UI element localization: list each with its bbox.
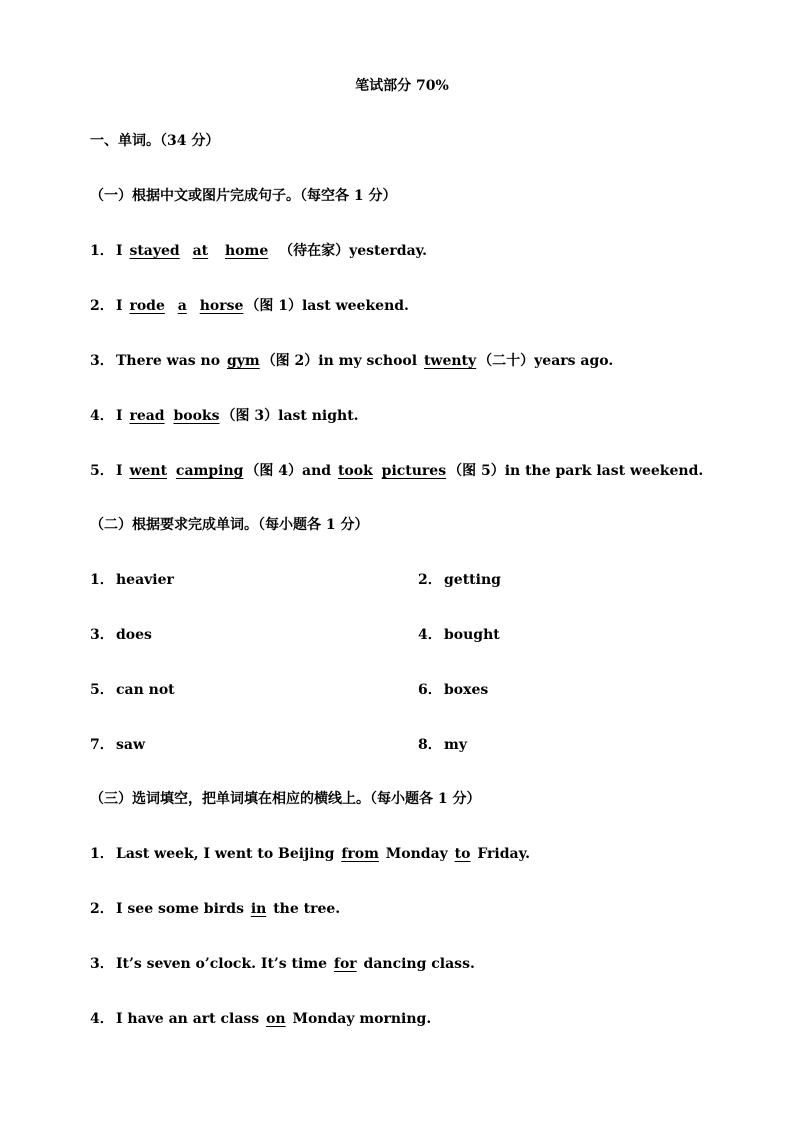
answer-blank: camping: [175, 463, 244, 479]
part1-item-3: [90, 351, 613, 371]
item-text: I: [116, 408, 128, 424]
item-text: Friday.: [472, 846, 530, 862]
answer-blank: from: [341, 846, 379, 862]
item-number: 6．: [418, 682, 442, 698]
answer-blank: stayed: [129, 243, 180, 259]
item-number: 2．: [90, 298, 114, 314]
item-text: （图 4）and: [245, 463, 336, 479]
item-text: I have an art class: [116, 1011, 265, 1027]
answer-blank: horse: [199, 298, 244, 314]
part3-item-4: [90, 1009, 431, 1029]
answer-blank: read: [129, 408, 165, 424]
item-text: （图 1）last weekend.: [245, 298, 409, 314]
part1-item-5: [90, 461, 703, 481]
part1-item-4: [90, 406, 359, 426]
part1-item-1: [90, 241, 427, 261]
answer-blank: in: [250, 901, 267, 917]
item-text: Last week, I went to Beijing: [116, 846, 340, 862]
part2-item-3: [90, 625, 152, 645]
item-number: 4．: [90, 408, 114, 424]
item-number: 3．: [90, 627, 114, 643]
item-text: （图 2）in my school: [261, 353, 422, 369]
part1-heading: （一）根据中文或图片完成句子。（每空各 1 分）: [90, 188, 397, 204]
part2-item-6: [418, 680, 488, 700]
item-number: 8．: [418, 737, 442, 753]
answer-blank: home: [225, 243, 269, 259]
item-text: boxes: [444, 682, 489, 698]
item-number: 3．: [90, 956, 114, 972]
answer-blank: went: [129, 463, 168, 479]
item-text: I: [116, 298, 128, 314]
part2-item-1: [90, 570, 174, 590]
item-text: saw: [116, 737, 146, 753]
item-text: getting: [444, 572, 501, 588]
item-text: heavier: [116, 572, 174, 588]
part3-heading: （三）选词填空，把单词填在相应的横线上。（每小题各 1 分）: [90, 791, 481, 807]
part2-item-4: [418, 625, 500, 645]
item-text: Monday morning.: [287, 1011, 432, 1027]
part2-heading: （二）根据要求完成单词。（每小题各 1 分）: [90, 517, 369, 533]
item-text: I: [116, 463, 128, 479]
item-text: I see some birds: [116, 901, 249, 917]
item-text: It’s seven o’clock. It’s time: [116, 956, 332, 972]
item-text: （图 3）last night.: [221, 408, 359, 424]
item-text: bought: [444, 627, 500, 643]
answer-blank: rode: [129, 298, 165, 314]
item-text: dancing class.: [358, 956, 475, 972]
answer-blank: for: [333, 956, 357, 972]
answer-blank: books: [173, 408, 220, 424]
item-number: 5．: [90, 463, 114, 479]
answer-blank: on: [266, 1011, 286, 1027]
item-number: 1．: [90, 243, 114, 259]
item-text: Monday: [380, 846, 453, 862]
part3-item-1: [90, 844, 530, 864]
part2-item-5: [90, 680, 175, 700]
item-text: does: [116, 627, 152, 643]
answer-blank: pictures: [381, 463, 447, 479]
item-text: （图 5）in the park last weekend.: [448, 463, 704, 479]
answer-blank: twenty: [423, 353, 477, 369]
section-heading-words: 一、单词。（34 分）: [90, 133, 220, 149]
item-number: 5．: [90, 682, 114, 698]
item-text: my: [444, 737, 467, 753]
item-number: 2．: [418, 572, 442, 588]
item-text: （二十）years ago.: [478, 353, 614, 369]
part2-item-7: [90, 735, 145, 755]
part2-item-8: [418, 735, 467, 755]
part3-item-3: [90, 954, 475, 974]
item-number: 3．: [90, 353, 114, 369]
item-number: 4．: [90, 1011, 114, 1027]
item-number: 1．: [90, 846, 114, 862]
item-text: can not: [116, 682, 175, 698]
item-text: There was no: [116, 353, 225, 369]
answer-blank: a: [177, 298, 187, 314]
item-number: 4．: [418, 627, 442, 643]
page-title: 笔试部分 70%: [355, 78, 449, 94]
item-number: 2．: [90, 901, 114, 917]
item-text: I: [116, 243, 128, 259]
answer-blank: to: [454, 846, 471, 862]
part1-item-2: [90, 296, 409, 316]
item-text: （待在家）yesterday.: [279, 243, 428, 259]
item-text: the tree.: [268, 901, 341, 917]
answer-blank: at: [192, 243, 209, 259]
item-number: 1．: [90, 572, 114, 588]
answer-blank: took: [337, 463, 373, 479]
answer-blank: gym: [226, 353, 260, 369]
part3-item-2: [90, 899, 340, 919]
part2-item-2: [418, 570, 501, 590]
item-number: 7．: [90, 737, 114, 753]
